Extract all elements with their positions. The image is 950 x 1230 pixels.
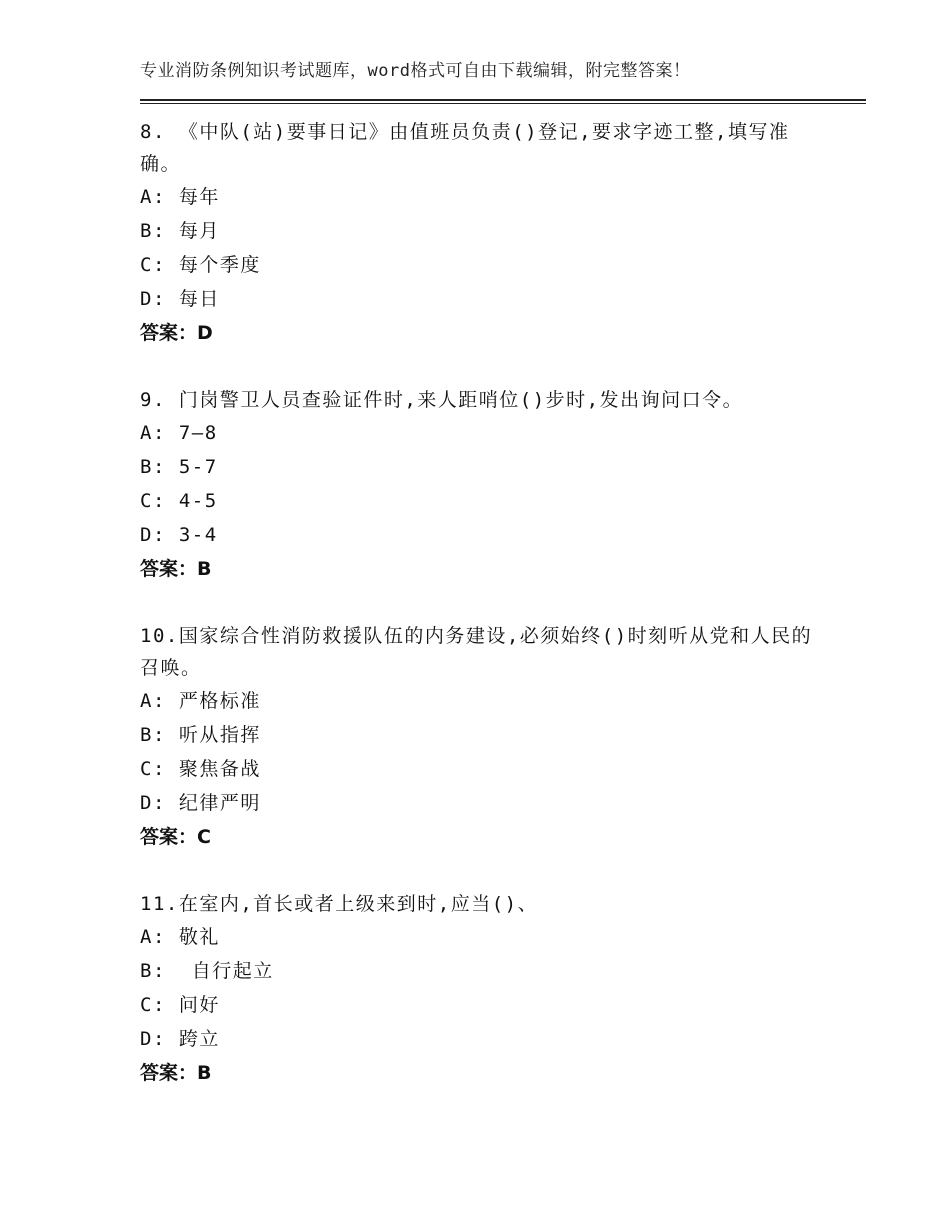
page-header: 专业消防条例知识考试题库，word格式可自由下载编辑，附完整答案！ [140,61,691,81]
option-a: A: 严格标准 [140,690,261,712]
option-a: A: 敬礼 [140,926,220,948]
option-b: B: 自行起立 [140,960,274,982]
question-9 [140,384,820,586]
question-list [140,116,820,1124]
option-c: C: 4-5 [140,490,218,512]
question-8 [140,116,820,350]
option-d: D: 纪律严明 [140,792,261,814]
question-text: 9. 门岗警卫人员查验证件时,来人距哨位()步时,发出询问口令。 [140,389,744,411]
option-a: A: 7—8 [140,422,218,444]
answer-label: 答案：D [140,322,213,344]
question-10 [140,620,820,854]
answer-label: 答案：B [140,558,212,580]
question-text: 8. 《中队(站)要事日记》由值班员负责()登记,要求字迹工整,填写准确。 [140,121,790,175]
answer-label: 答案：B [140,1062,212,1084]
option-d: D: 3-4 [140,524,218,546]
question-text: 11.在室内,首长或者上级来到时,应当()、 [140,893,539,915]
option-c: C: 每个季度 [140,254,261,276]
option-b: B: 5-7 [140,456,218,478]
option-c: C: 聚焦备战 [140,758,261,780]
question-11 [140,888,820,1090]
question-text: 10.国家综合性消防救援队伍的内务建设,必须始终()时刻听从党和人民的召唤。 [140,625,813,679]
option-b: B: 听从指挥 [140,724,261,746]
header-divider [140,99,866,104]
option-d: D: 每日 [140,288,220,310]
option-d: D: 跨立 [140,1028,220,1050]
option-b: B: 每月 [140,220,220,242]
option-a: A: 每年 [140,186,220,208]
option-c: C: 问好 [140,994,220,1016]
answer-label: 答案：C [140,826,211,848]
